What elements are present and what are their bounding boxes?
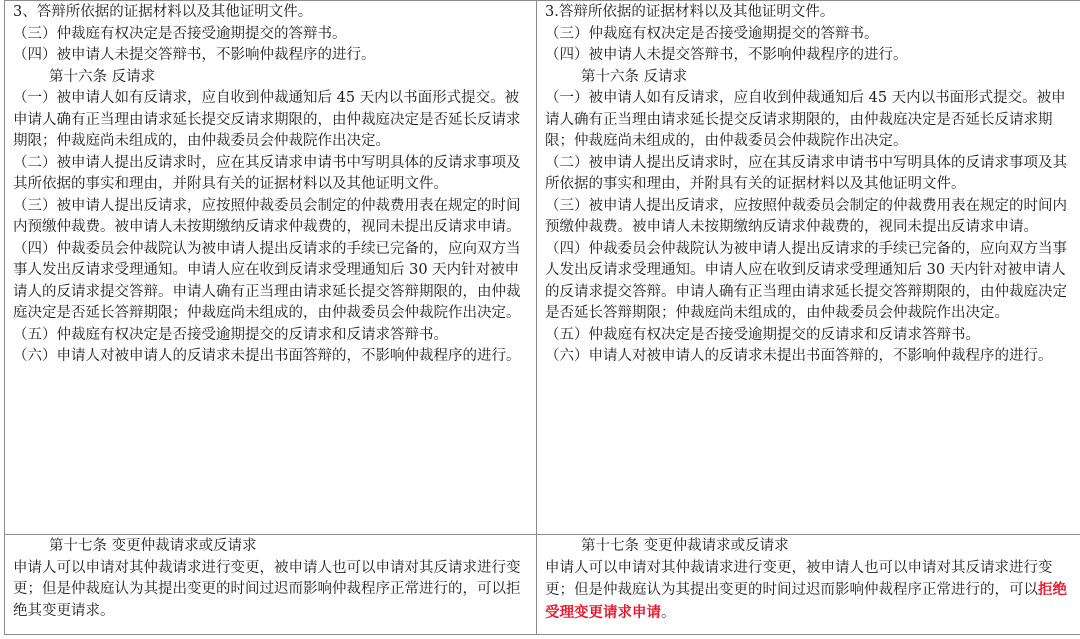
old-version-cell	[5, 535, 537, 635]
paragraph: 3.答辩所依据的证据材料以及其他证明文件。	[545, 4, 835, 20]
paragraph: 3、答辩所依据的证据材料以及其他证明文件。	[13, 4, 313, 20]
paragraph: （四）被申请人未提交答辩书，不影响仲裁程序的进行。	[13, 47, 376, 63]
table-row	[5, 535, 1080, 635]
paragraph: （六）申请人对被申请人的反请求未提出书面答辩的，不影响仲裁程序的进行。	[545, 348, 1053, 364]
article-heading: 第十六条 反请求	[49, 68, 156, 85]
paragraph: （三）被申请人提出反请求，应按照仲裁委员会制定的仲裁费用表在规定的时间内预缴仲裁费。被申请人未按期缴纳反请求仲裁费的，视同未提出反请求申请。	[545, 197, 1067, 235]
paragraph: （四）被申请人未提交答辩书，不影响仲裁程序的进行。	[545, 47, 908, 63]
paragraph: （三）被申请人提出反请求，应按照仲裁委员会制定的仲裁费用表在规定的时间内预缴仲裁费。被申请人未按期缴纳反请求仲裁费的，视同未提出反请求申请。	[13, 197, 521, 235]
paragraph: （五）仲裁庭有权决定是否接受逾期提交的反请求和反请求答辩书。	[545, 326, 980, 343]
paragraph: （一）被申请人如有反请求，应自收到仲裁通知后 45 天内以书面形式提交。被申请人确有正当理由请求延长提交反请求期限的，由仲裁庭决定是否延长反请求期限；仲裁庭尚未组成的，由仲裁委员会仲裁院作出决定。	[545, 90, 1066, 149]
new-version-cell	[537, 535, 1080, 635]
paragraph: （三）仲裁庭有权决定是否接受逾期提交的答辩书。	[545, 25, 879, 42]
article-heading: 第十七条 变更仲裁请求或反请求	[49, 538, 257, 554]
paragraph: （二）被申请人提出反请求时，应在其反请求申请书中写明具体的反请求事项及其所依据的事实和理由，并附具有关的证据材料以及其他证明文件。	[13, 154, 521, 192]
paragraph: （四）仲裁委员会仲裁院认为被申请人提出反请求的手续已完备的，应向双方当事人发出反请求受理通知。申请人应在收到反请求受理通知后 30 天内针对被申请人的反请求提交答辩。申请人确有正当理由请求延长提交答辩期限的，由仲裁庭决定是否延长答辩期限；仲裁庭尚未组成的，由仲裁委员会仲裁院作出决定。	[545, 240, 1067, 321]
paragraph: 申请人可以申请对其仲裁请求进行变更，被申请人也可以申请对其反请求进行变更；但是仲裁庭认为其提出变更的时间过迟而影响仲裁程序正常进行的，可以拒绝其变更请求。	[13, 559, 521, 619]
paragraph: （五）仲裁庭有权决定是否接受逾期提交的反请求和反请求答辩书。	[13, 326, 448, 343]
paragraph: （三）仲裁庭有权决定是否接受逾期提交的答辩书。	[13, 25, 347, 42]
article-heading: 第十七条 变更仲裁请求或反请求	[581, 538, 789, 554]
table-row	[5, 1, 1080, 535]
article-heading: 第十六条 反请求	[581, 68, 688, 85]
paragraph: （四）仲裁委员会仲裁院认为被申请人提出反请求的手续已完备的，应向双方当事人发出反请求受理通知。申请人应在收到反请求受理通知后 30 天内针对被申请人的反请求提交答辩。申请人确有正当理由请求延长提交答辩期限的，由仲裁庭决定是否延长答辩期限；仲裁庭尚未组成的，由仲裁委员会仲裁院作出决定。	[13, 240, 521, 321]
paragraph: （六）申请人对被申请人的反请求未提出书面答辩的，不影响仲裁程序的进行。	[13, 348, 521, 364]
old-version-cell	[5, 1, 537, 535]
body-text: 申请人可以申请对其仲裁请求进行变更，被申请人也可以申请对其反请求进行变更；但是仲裁庭认为其提出变更的时间过迟而影响仲裁程序正常进行的，可以	[545, 559, 1053, 598]
comparison-table	[4, 0, 1080, 635]
paragraph: （一）被申请人如有反请求，应自收到仲裁通知后 45 天内以书面形式提交。被申请人确有正当理由请求延长提交反请求期限的，由仲裁庭决定是否延长反请求期限；仲裁庭尚未组成的，由仲裁委员会仲裁院作出决定。	[13, 90, 521, 149]
body-text-end: 。	[661, 604, 676, 621]
paragraph	[545, 558, 1079, 625]
highlighted-change: 拒绝受理变更请求申请	[545, 581, 1067, 621]
new-version-cell	[537, 1, 1080, 535]
paragraph: （二）被申请人提出反请求时，应在其反请求申请书中写明具体的反请求事项及其所依据的事实和理由，并附具有关的证据材料以及其他证明文件。	[545, 154, 1067, 192]
